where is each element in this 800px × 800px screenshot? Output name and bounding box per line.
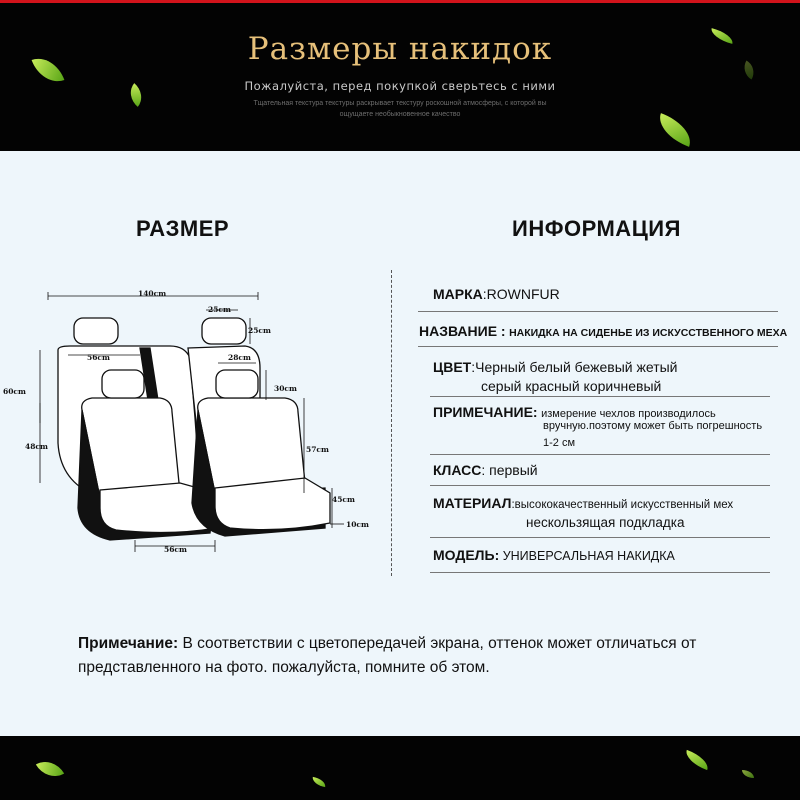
row-separator	[418, 311, 778, 312]
footnote	[78, 632, 738, 680]
front-seat-right-cushion	[215, 478, 330, 530]
color-value-line2: серый красный коричневый	[481, 378, 662, 394]
info-brand	[433, 286, 560, 302]
leaf-icon	[653, 113, 696, 147]
dim-label: 57cm	[306, 445, 329, 454]
row-separator	[418, 346, 778, 347]
footnote-label: Примечание:	[78, 635, 179, 652]
dim-label: 25cm	[208, 305, 231, 314]
class-label: КЛАСС	[433, 462, 482, 478]
remark-value-line2: вручную.поэтому может быть погрешность	[543, 420, 763, 432]
banner-subtitle: Пожалуйста, перед покупкой сверьтесь с ними	[244, 79, 556, 93]
leaf-icon	[36, 754, 64, 783]
name-label: НАЗВАНИЕ :	[419, 323, 506, 339]
material-label: МАТЕРИАЛ	[433, 495, 512, 511]
info-class	[433, 462, 538, 478]
remark-label: ПРИМЕЧАНИЕ	[433, 404, 533, 420]
rear-headrest-right	[202, 318, 246, 344]
remark-colon: :	[532, 404, 538, 420]
dim-label: 56cm	[164, 545, 187, 554]
row-separator	[430, 572, 770, 573]
leaf-icon	[683, 750, 712, 770]
color-value-line1: :Черный белый бежевый жетый	[471, 359, 678, 375]
row-separator	[430, 485, 770, 486]
material-value-line1: :высококачественный искусственный мех	[511, 499, 734, 511]
size-heading: РАЗМЕР	[136, 216, 230, 241]
seat-diagram	[20, 278, 380, 568]
row-separator	[430, 537, 770, 538]
banner-title: Размеры накидок	[247, 31, 553, 67]
header-banner	[0, 3, 800, 151]
front-headrest-left	[102, 370, 144, 398]
brand-label: МАРКА	[433, 286, 483, 302]
remark-value-line3-row	[543, 437, 575, 449]
remark-value-line3: 1-2 см	[543, 437, 576, 449]
dim-label: 25cm	[248, 326, 271, 335]
front-seat-right-back	[198, 398, 305, 493]
dim-label: 10cm	[346, 520, 369, 529]
class-value: : первый	[481, 462, 538, 478]
banner-small-line: ощущаете необыкновенное качество	[339, 111, 461, 118]
dim-label: 45cm	[332, 495, 355, 504]
remark-value-line1: измерение чехлов производилось	[541, 408, 716, 420]
front-headrest-right	[216, 370, 258, 398]
banner-small-text	[220, 98, 580, 120]
material-value-line2: нескользящая подкладка	[526, 515, 685, 530]
dim-label: 56cm	[87, 353, 110, 362]
footnote-text: В соответствии с цветопередачей экрана, оттенок может отличаться от представленного на фото. пожалуйста, помните об этом.	[78, 635, 697, 676]
dim-label: 140cm	[138, 289, 167, 298]
leaf-icon	[742, 770, 754, 778]
remark-value-line2-row	[543, 420, 762, 432]
dim-label: 48cm	[25, 442, 48, 451]
name-value: НАКИДКА НА СИДЕНЬЕ ИЗ ИСКУССТВЕННОГО МЕХА	[509, 327, 788, 339]
row-separator	[430, 396, 770, 397]
model-value: УНИВЕРСАЛЬНАЯ НАКИДКА	[502, 549, 675, 563]
leaf-icon	[311, 777, 326, 787]
info-color	[433, 358, 678, 396]
dim-label: 60cm	[3, 387, 26, 396]
info-heading: ИНФОРМАЦИЯ	[512, 216, 681, 241]
info-name	[419, 323, 787, 339]
rear-headrest-left	[74, 318, 118, 344]
brand-value: :ROWNFUR	[482, 286, 560, 302]
color-label: ЦВЕТ	[433, 359, 472, 375]
info-material	[433, 494, 733, 532]
row-separator	[430, 454, 770, 455]
info-remark	[433, 404, 716, 420]
dim-label: 28cm	[228, 353, 251, 362]
dim-label: 30cm	[274, 384, 297, 393]
section-divider	[391, 270, 392, 576]
info-model	[433, 547, 675, 563]
banner-small-line: Тщательная текстура текстуры раскрывает текстуру роскошной атмосферы, с которой вы	[253, 100, 547, 107]
model-label: МОДЕЛЬ:	[433, 547, 500, 563]
footer-band	[0, 736, 800, 800]
